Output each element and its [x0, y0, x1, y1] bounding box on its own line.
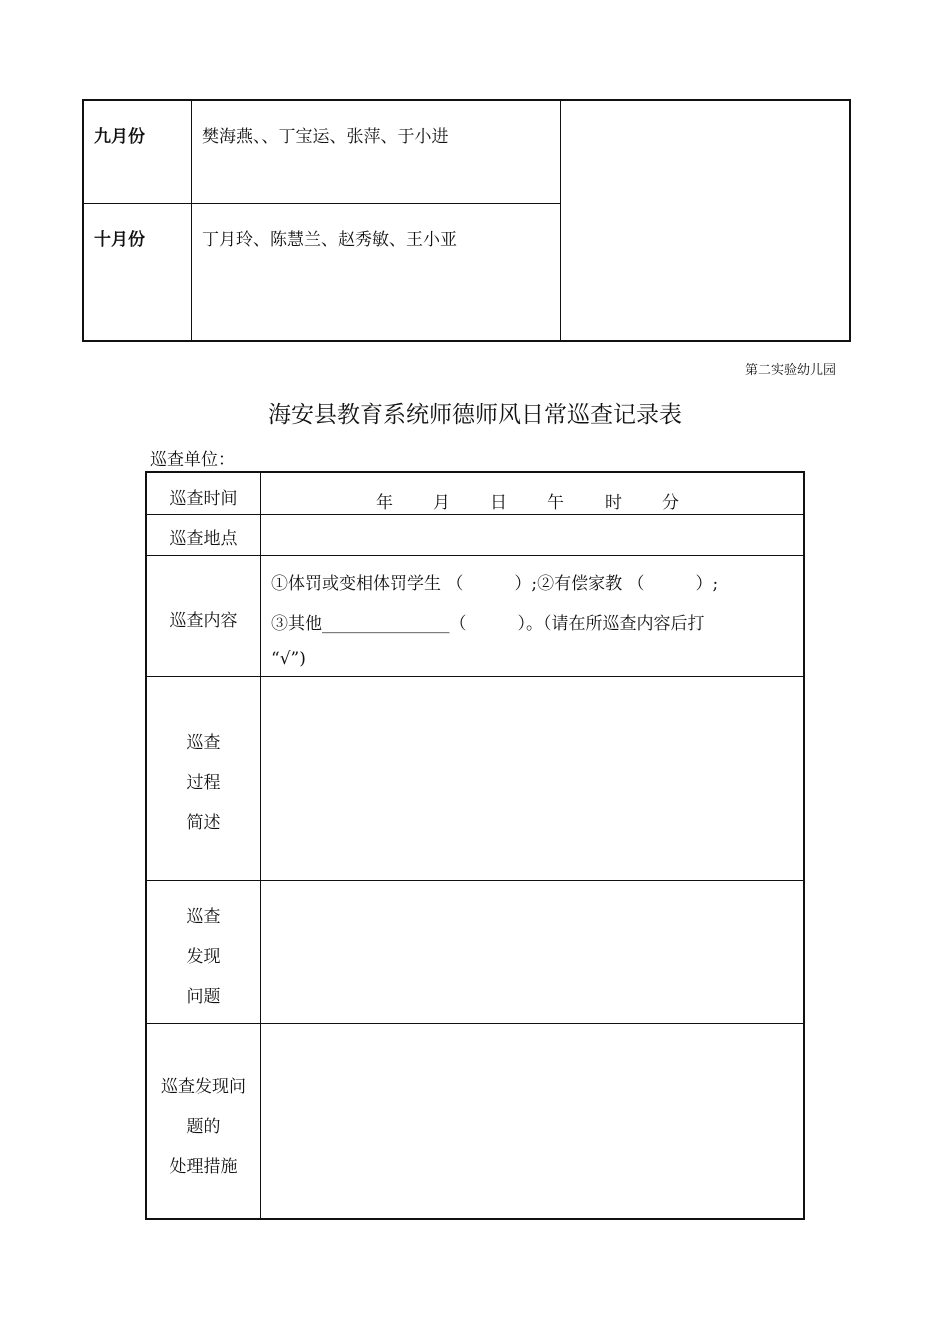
issues-label-line: 发现	[186, 947, 221, 967]
school-name: 第二实验幼儿园	[745, 363, 837, 378]
process-label-line: 巡查	[186, 733, 221, 753]
content-option-line: ①体罚或变相体罚学生 （ ）;②有偿家教 （ ）;	[271, 574, 719, 594]
time-label: 巡查时间	[169, 489, 238, 509]
unit-label: 巡查单位：	[150, 450, 235, 470]
ampm-unit: 午	[547, 493, 564, 513]
schedule-row-divider	[84, 203, 561, 204]
day-unit: 日	[490, 493, 507, 513]
process-label-line: 简述	[186, 813, 221, 833]
year-unit: 年	[376, 493, 393, 513]
content-option-line: “√”)	[271, 649, 306, 669]
measures-label-line: 处理措施	[169, 1157, 238, 1177]
form-title: 海安县教育系统师德师风日常巡查记录表	[268, 402, 682, 428]
schedule-table	[82, 99, 851, 342]
date-time-field[interactable]	[261, 473, 803, 514]
schedule-names: 丁月玲、陈慧兰、赵秀敏、王小亚	[202, 230, 457, 250]
place-field[interactable]	[261, 515, 803, 555]
process-label-line: 过程	[186, 773, 221, 793]
schedule-divider	[560, 101, 561, 340]
measures-field[interactable]	[261, 1024, 803, 1220]
content-field[interactable]	[261, 556, 803, 676]
schedule-month: 十月份	[94, 230, 145, 250]
measures-label-line: 题的	[186, 1117, 221, 1137]
hour-unit: 时	[605, 493, 622, 513]
content-label: 巡查内容	[169, 611, 238, 631]
issues-field[interactable]	[261, 881, 803, 1023]
place-label: 巡查地点	[169, 529, 238, 549]
measures-label-line: 巡查发现问	[161, 1077, 246, 1097]
month-unit: 月	[433, 493, 450, 513]
schedule-names: 樊海燕、、丁宝运、张萍、于小进	[202, 127, 449, 147]
schedule-month: 九月份	[94, 127, 145, 147]
content-option-line: ③其他_______________（ ）。（请在所巡查内容后打	[271, 614, 705, 634]
issues-label-line: 问题	[186, 987, 221, 1007]
process-field[interactable]	[261, 677, 803, 880]
minute-unit: 分	[662, 493, 679, 513]
schedule-divider	[191, 101, 192, 340]
issues-label-line: 巡查	[186, 907, 221, 927]
inspection-form-table	[145, 471, 805, 1220]
